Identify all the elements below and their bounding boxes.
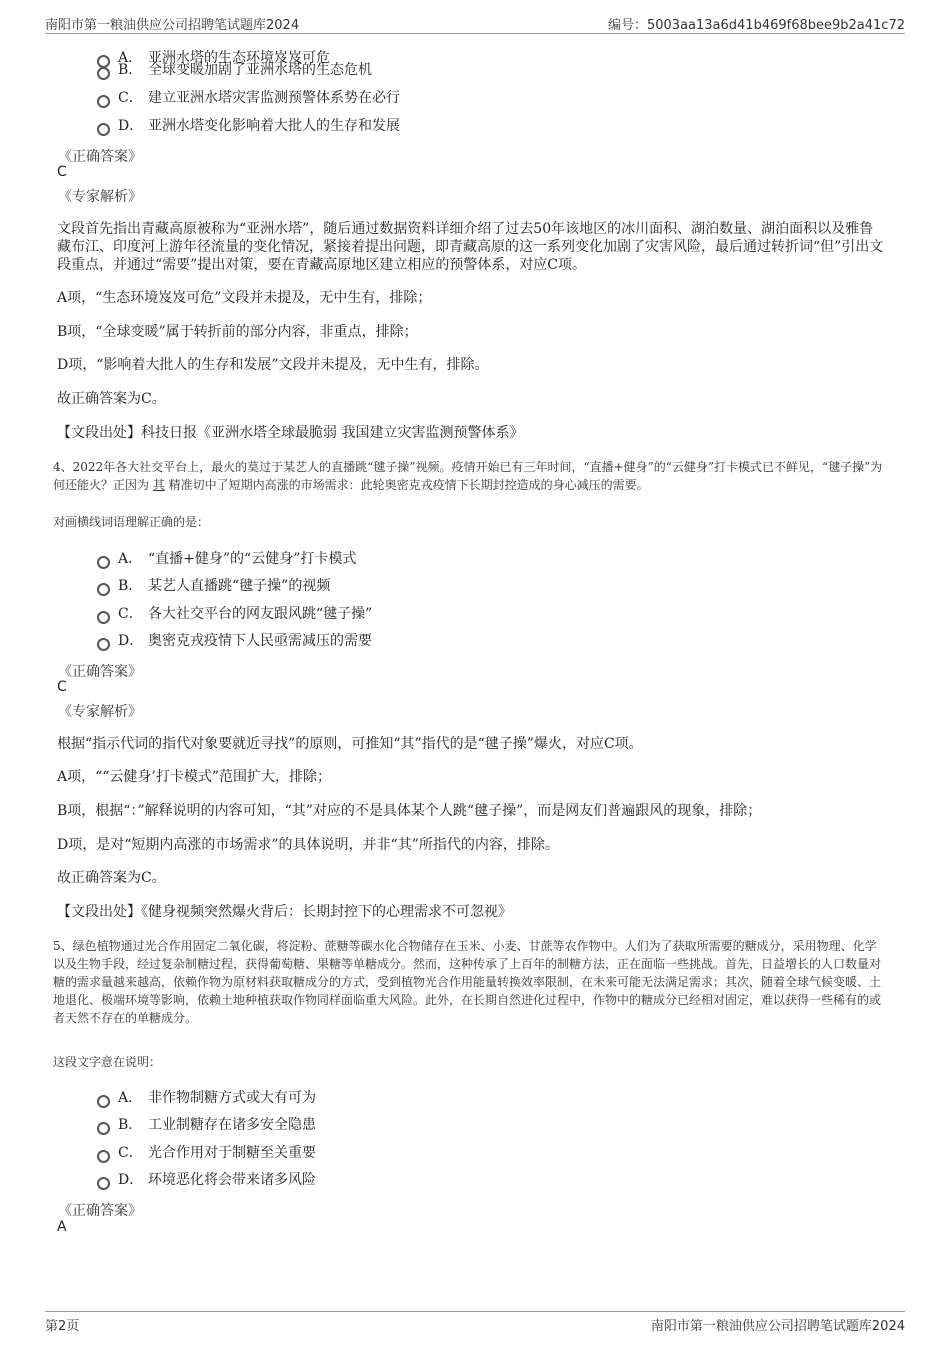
q4-answer: C bbox=[57, 679, 67, 695]
q3-analysis-conclusion: 故正确答案为C。 bbox=[57, 391, 166, 407]
q5-option-c[interactable]: C． 光合作用对于制糖至关重要 bbox=[97, 1142, 316, 1162]
q3-option-b[interactable]: B． 全球变暖加剧了亚洲水塔的生态危机 bbox=[97, 59, 372, 79]
q5-option-b[interactable]: B． 工业制糖存在诸多安全隐患 bbox=[97, 1114, 316, 1134]
q5-answer-label: 《正确答案》 bbox=[58, 1203, 142, 1219]
q4-option-d[interactable]: D． 奥密克戎疫情下人民亟需减压的需要 bbox=[97, 630, 372, 650]
q4-analysis-label: 《专家解析》 bbox=[58, 704, 142, 720]
radio-icon[interactable] bbox=[97, 67, 110, 80]
radio-icon[interactable] bbox=[97, 123, 110, 136]
document-id: 编号：5003aa13a6d41b469f68bee9b2a41c72 bbox=[607, 18, 905, 33]
q3-source: 【文段出处】科技日报《亚洲水塔全球最脆弱 我国建立灾害监测预警体系》 bbox=[57, 425, 524, 441]
radio-icon[interactable] bbox=[97, 1177, 110, 1190]
q3-analysis-para: 文段首先指出青藏高原被称为“亚洲水塔”，随后通过数据资料详细介绍了过去50年该地区的冰川面积、湖泊数量、湖泊面积以及雅鲁藏布江、印度河上游年径流量的变化情况，紧接着提出问题，即青藏高原的这一系列变化加剧了灾害风险，最后通过转折词“但”引出文段重点，并通过“需要”提出对策，要在青藏高原地区建立相应的预警体系，对应C项。 bbox=[57, 221, 884, 273]
q3-analysis-label: 《专家解析》 bbox=[58, 189, 142, 205]
q5-option-a[interactable]: A． 非作物制糖方式或大有可为 bbox=[97, 1087, 316, 1107]
radio-icon[interactable] bbox=[97, 611, 110, 624]
radio-icon[interactable] bbox=[97, 583, 110, 596]
q4-analysis-conclusion: 故正确答案为C。 bbox=[57, 870, 166, 886]
q4-analysis-para: 根据“指示代词的指代对象要就近寻找”的原则，可推知“其”指代的是“毽子操”爆火，对应C项。 bbox=[57, 736, 643, 752]
page-number: 第2页 bbox=[45, 1319, 80, 1334]
q4-option-c[interactable]: C． 各大社交平台的网友跟风跳“毽子操” bbox=[97, 603, 372, 623]
radio-icon[interactable] bbox=[97, 1150, 110, 1163]
q4-analysis-d: D项，是对“短期内高涨的市场需求”的具体说明，并非“其”所指代的内容，排除。 bbox=[57, 837, 559, 853]
q3-option-d[interactable]: D． 亚洲水塔变化影响着大批人的生存和发展 bbox=[97, 115, 400, 135]
q4-option-a[interactable]: A． “直播+健身”的“云健身”打卡模式 bbox=[97, 548, 356, 568]
footer-divider bbox=[45, 1311, 905, 1312]
header-divider bbox=[45, 33, 905, 34]
q5-option-d[interactable]: D． 环境恶化将会带来诸多风险 bbox=[97, 1169, 316, 1189]
q5-prompt: 这段文字意在说明： bbox=[53, 1055, 162, 1069]
q4-analysis-b: B项，根据“：”解释说明的内容可知，“其”对应的不是具体某个人跳“毽子操”，而是网友们普遍跟风的现象，排除； bbox=[57, 803, 762, 819]
q3-analysis-b: B项，“全球变暖”属于转折前的部分内容，非重点，排除； bbox=[57, 324, 418, 340]
q4-answer-label: 《正确答案》 bbox=[58, 664, 142, 680]
q4-analysis-a: A项，““云健身’打卡模式”范围扩大，排除； bbox=[57, 769, 332, 785]
radio-icon[interactable] bbox=[97, 95, 110, 108]
q3-answer: C bbox=[57, 164, 67, 180]
q4-source: 【文段出处】《健身视频突然爆火背后：长期封控下的心理需求不可忽视》 bbox=[57, 904, 512, 920]
radio-icon[interactable] bbox=[97, 1095, 110, 1108]
q3-analysis-d: D项，“影响着大批人的生存和发展”文段并未提及，无中生有，排除。 bbox=[57, 357, 489, 373]
radio-icon[interactable] bbox=[97, 1122, 110, 1135]
q3-answer-label: 《正确答案》 bbox=[58, 149, 142, 165]
q4-prompt: 对画横线词语理解正确的是： bbox=[53, 515, 210, 529]
radio-icon[interactable] bbox=[97, 556, 110, 569]
q3-option-a[interactable]: A． 亚洲水塔的生态环境岌岌可危 bbox=[97, 47, 330, 67]
q4-option-b[interactable]: B． 某艺人直播跳“毽子操”的视频 bbox=[97, 575, 330, 595]
q5-stem: 5、绿色植物通过光合作用固定二氧化碳，将淀粉、蔗糖等碳水化合物储存在玉米、小麦、甘蔗等农作物中。人们为了获取所需要的糖成分，采用物理、化学以及生物手段，经过复杂制糖过程，获得葡萄糖、果糖等单糖成分。然而，这种传承了上百年的制糖方法，正在面临一些挑战。首先，日益增长的人口数量对糖的需求量越来越高，依赖作物为原材料获取糖成分的方式，受到植物光合作用能量转换效率限制，在未来可能无法满足需求；其次，随着全球气候变暖、土地退化、极端环境等影响，依赖土地种植获取作物同样面临重大风险。此外，在长期自然进化过程中，作物中的糖成分已经相对固定，难以获得一些稀有的或者天然不存在的单糖成分。 bbox=[53, 939, 882, 1025]
q4-stem: 4、2022年各大社交平台上，最火的莫过于某艺人的直播跳“毽子操”视频。疫情开始已有三年时间，“直播+健身”的“云健身”打卡模式已不鲜见，“毽子操”为何还能火？正因为 其 精准切中了短期内高涨的市场需求：此轮奥密克戎疫情下长期封控造成的身心减压的需要。 bbox=[53, 460, 883, 492]
q5-answer: A bbox=[57, 1219, 67, 1235]
underlined-word: 其 bbox=[152, 478, 165, 492]
q3-option-c[interactable]: C． 建立亚洲水塔灾害监测预警体系势在必行 bbox=[97, 87, 400, 107]
q3-analysis-a: A项，“生态环境岌岌可危”文段并未提及，无中生有，排除； bbox=[57, 290, 432, 306]
footer-title: 南阳市第一粮油供应公司招聘笔试题库2024 bbox=[650, 1319, 905, 1334]
radio-icon[interactable] bbox=[97, 638, 110, 651]
header-title: 南阳市第一粮油供应公司招聘笔试题库2024 bbox=[45, 18, 300, 33]
